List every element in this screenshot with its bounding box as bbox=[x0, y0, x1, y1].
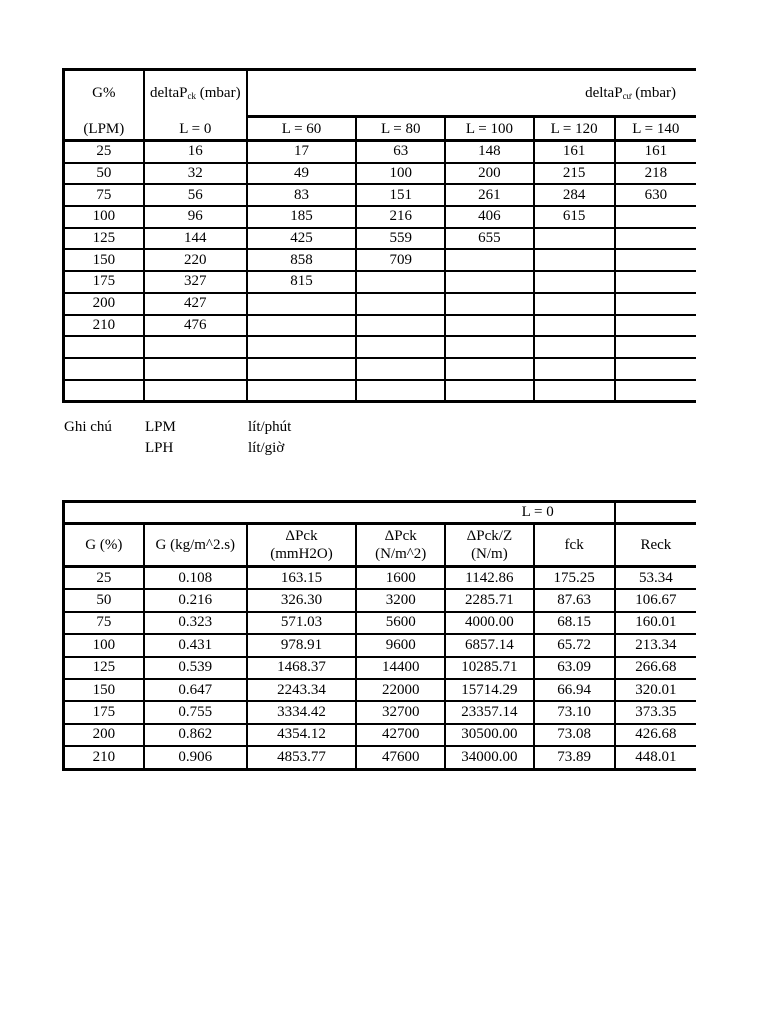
note-meaning-lph: lít/giờ bbox=[248, 440, 285, 456]
table-cell: 655 bbox=[445, 228, 533, 250]
table-cell: 200 bbox=[64, 724, 144, 746]
table-row bbox=[64, 724, 697, 746]
table-cell: 144 bbox=[144, 228, 247, 250]
table-cell: 630 bbox=[615, 184, 696, 206]
column-header-line: (mmH2O) bbox=[270, 546, 333, 562]
column-header bbox=[64, 524, 144, 567]
l-value-header: L = 100 bbox=[445, 117, 533, 141]
table-cell: 0.755 bbox=[144, 701, 247, 723]
table-cell: 3334.42 bbox=[247, 701, 356, 723]
table-cell: 0.906 bbox=[144, 746, 247, 769]
table-cell: 125 bbox=[64, 228, 144, 250]
delta-p-ck-subscript: ck bbox=[187, 91, 196, 102]
table-cell: 373.35 bbox=[615, 701, 696, 723]
table-cell: 261 bbox=[445, 184, 533, 206]
l-value-header: L = 60 bbox=[247, 117, 356, 141]
table-cell bbox=[445, 336, 533, 358]
friction-results-table bbox=[62, 500, 696, 771]
table2-title-row bbox=[64, 502, 697, 524]
note-abbr-lpm: LPM bbox=[145, 419, 176, 435]
table-cell: 32 bbox=[144, 163, 247, 185]
pressure-drop-table bbox=[62, 68, 696, 403]
table-cell: 25 bbox=[64, 141, 144, 163]
table-cell bbox=[615, 228, 696, 250]
table-cell bbox=[445, 271, 533, 293]
table-cell bbox=[144, 358, 247, 380]
table-cell: 96 bbox=[144, 206, 247, 228]
column-header-line: G (%) bbox=[85, 537, 123, 553]
delta-p-ck-unit: (mbar) bbox=[196, 85, 241, 102]
table-cell: 100 bbox=[64, 206, 144, 228]
table-row bbox=[64, 315, 697, 337]
table1-header-row-1 bbox=[64, 70, 697, 117]
table-cell bbox=[615, 358, 696, 380]
table-cell: 106.67 bbox=[615, 589, 696, 611]
table-cell: 56 bbox=[144, 184, 247, 206]
table-cell: 34000.00 bbox=[445, 746, 533, 769]
table-cell: 73.89 bbox=[534, 746, 615, 769]
table-cell: 327 bbox=[144, 271, 247, 293]
table-cell bbox=[534, 380, 615, 402]
table-cell: 175.25 bbox=[534, 567, 615, 590]
column-header-line: ΔPck/Z bbox=[466, 528, 513, 544]
delta-p-cu-subscript: cư bbox=[622, 90, 632, 101]
table-cell: 15714.29 bbox=[445, 679, 533, 701]
table-cell: 1468.37 bbox=[247, 657, 356, 679]
table-cell: 17 bbox=[247, 141, 356, 163]
table-cell bbox=[445, 380, 533, 402]
table-cell: 1142.86 bbox=[445, 567, 533, 590]
column-header-line: G (kg/m^2.s) bbox=[155, 537, 236, 553]
table-cell: 615 bbox=[534, 206, 615, 228]
table-cell: 4354.12 bbox=[247, 724, 356, 746]
table-cell: 6857.14 bbox=[445, 634, 533, 656]
l-value-header: L = 140 bbox=[615, 117, 696, 141]
table-cell bbox=[534, 293, 615, 315]
table-cell: 10285.71 bbox=[445, 657, 533, 679]
table-cell: 5600 bbox=[356, 612, 445, 634]
table-cell: 9600 bbox=[356, 634, 445, 656]
table-row bbox=[64, 634, 697, 656]
table-cell: 284 bbox=[534, 184, 615, 206]
table-cell: 210 bbox=[64, 746, 144, 769]
table-cell bbox=[356, 315, 445, 337]
table-cell bbox=[356, 293, 445, 315]
table-cell: 30500.00 bbox=[445, 724, 533, 746]
table-cell: 148 bbox=[445, 141, 533, 163]
table-cell: 185 bbox=[247, 206, 356, 228]
table-row bbox=[64, 163, 697, 185]
table-cell bbox=[247, 315, 356, 337]
table-cell: 266.68 bbox=[615, 657, 696, 679]
table-cell: 25 bbox=[64, 567, 144, 590]
table-row bbox=[64, 589, 697, 611]
table-row bbox=[64, 249, 697, 271]
table-cell: 23357.14 bbox=[445, 701, 533, 723]
table-cell: 125 bbox=[64, 657, 144, 679]
table-cell bbox=[356, 358, 445, 380]
table-cell: 476 bbox=[144, 315, 247, 337]
table-cell: 326.30 bbox=[247, 589, 356, 611]
table-row bbox=[64, 679, 697, 701]
table-cell: 63 bbox=[356, 141, 445, 163]
table-row bbox=[64, 271, 697, 293]
table-cell: 49 bbox=[247, 163, 356, 185]
table-cell: 0.862 bbox=[144, 724, 247, 746]
table-cell: 0.431 bbox=[144, 634, 247, 656]
table-cell: 160.01 bbox=[615, 612, 696, 634]
table-row bbox=[64, 184, 697, 206]
table-cell bbox=[445, 315, 533, 337]
table-cell: 100 bbox=[356, 163, 445, 185]
table-cell: 559 bbox=[356, 228, 445, 250]
table-row bbox=[64, 358, 697, 380]
table-cell: 426.68 bbox=[615, 724, 696, 746]
table-cell bbox=[64, 336, 144, 358]
table-cell: 978.91 bbox=[247, 634, 356, 656]
column-header bbox=[615, 524, 696, 567]
column-header bbox=[144, 524, 247, 567]
table-cell bbox=[445, 358, 533, 380]
table-cell: 1600 bbox=[356, 567, 445, 590]
table-row bbox=[64, 293, 697, 315]
delta-p-ck-header bbox=[144, 70, 247, 117]
table-cell: 0.216 bbox=[144, 589, 247, 611]
table-cell: 425 bbox=[247, 228, 356, 250]
table-cell bbox=[247, 358, 356, 380]
table-cell: 175 bbox=[64, 701, 144, 723]
table-cell: 0.108 bbox=[144, 567, 247, 590]
table-cell bbox=[534, 228, 615, 250]
table-cell: 14400 bbox=[356, 657, 445, 679]
table-row bbox=[64, 228, 697, 250]
table-cell: 2243.34 bbox=[247, 679, 356, 701]
table-cell bbox=[615, 293, 696, 315]
table-cell: 75 bbox=[64, 184, 144, 206]
table-cell bbox=[534, 249, 615, 271]
table-row bbox=[64, 206, 697, 228]
table-cell: 16 bbox=[144, 141, 247, 163]
table-cell: 63.09 bbox=[534, 657, 615, 679]
table-row bbox=[64, 336, 697, 358]
table-cell: 65.72 bbox=[534, 634, 615, 656]
table-row bbox=[64, 380, 697, 402]
table-cell: 4000.00 bbox=[445, 612, 533, 634]
column-header bbox=[356, 524, 445, 567]
pressure-drop-table-body bbox=[64, 70, 697, 402]
table-row bbox=[64, 657, 697, 679]
note-abbr-lph: LPH bbox=[145, 440, 174, 456]
table-row bbox=[64, 567, 697, 590]
table-cell: 73.10 bbox=[534, 701, 615, 723]
table-cell: 815 bbox=[247, 271, 356, 293]
table-cell bbox=[615, 315, 696, 337]
table-cell: 215 bbox=[534, 163, 615, 185]
table-cell: 213.34 bbox=[615, 634, 696, 656]
l-value-header: L = 0 bbox=[144, 117, 247, 141]
table-cell bbox=[247, 336, 356, 358]
table-cell bbox=[64, 380, 144, 402]
table-cell: 427 bbox=[144, 293, 247, 315]
table-cell: 68.15 bbox=[534, 612, 615, 634]
table1-header-row-2 bbox=[64, 117, 697, 141]
table-cell: 571.03 bbox=[247, 612, 356, 634]
table-cell: 406 bbox=[445, 206, 533, 228]
table-cell: 150 bbox=[64, 679, 144, 701]
table-cell: 50 bbox=[64, 589, 144, 611]
friction-results-table-body bbox=[64, 502, 697, 770]
table-cell: 4853.77 bbox=[247, 746, 356, 769]
table-cell: 163.15 bbox=[247, 567, 356, 590]
table-cell: 22000 bbox=[356, 679, 445, 701]
column-header bbox=[445, 524, 533, 567]
table-cell: 32700 bbox=[356, 701, 445, 723]
table-cell: 220 bbox=[144, 249, 247, 271]
table-cell bbox=[445, 249, 533, 271]
table-cell: 0.323 bbox=[144, 612, 247, 634]
column-header bbox=[534, 524, 615, 567]
g-percent-header: G% bbox=[64, 70, 144, 117]
table-cell bbox=[615, 271, 696, 293]
table-cell: 2285.71 bbox=[445, 589, 533, 611]
table-cell: 53.34 bbox=[615, 567, 696, 590]
delta-p-ck-prefix: deltaP bbox=[150, 85, 188, 102]
table-cell bbox=[615, 336, 696, 358]
table-cell bbox=[615, 380, 696, 402]
l-value-header: L = 120 bbox=[534, 117, 615, 141]
table-cell: 100 bbox=[64, 634, 144, 656]
table-cell bbox=[615, 206, 696, 228]
table-cell bbox=[534, 358, 615, 380]
table-cell: 87.63 bbox=[534, 589, 615, 611]
table-cell bbox=[356, 336, 445, 358]
table-row bbox=[64, 141, 697, 163]
table-cell: 161 bbox=[615, 141, 696, 163]
table-cell: 161 bbox=[534, 141, 615, 163]
table-cell: 0.647 bbox=[144, 679, 247, 701]
table-row bbox=[64, 612, 697, 634]
table-cell: 858 bbox=[247, 249, 356, 271]
notes-label: Ghi chú bbox=[64, 419, 112, 435]
table-cell bbox=[445, 293, 533, 315]
table-cell: 218 bbox=[615, 163, 696, 185]
delta-p-cu-prefix: deltaP bbox=[585, 84, 623, 101]
table2-header-row bbox=[64, 524, 697, 567]
column-header-line: (N/m) bbox=[471, 546, 508, 562]
table-cell: 200 bbox=[64, 293, 144, 315]
table-cell: 42700 bbox=[356, 724, 445, 746]
column-header-line: ΔPck bbox=[285, 528, 318, 544]
table-cell bbox=[247, 293, 356, 315]
column-header-line: ΔPck bbox=[384, 528, 417, 544]
table-cell: 709 bbox=[356, 249, 445, 271]
table-cell bbox=[144, 380, 247, 402]
table-cell bbox=[356, 380, 445, 402]
column-header bbox=[247, 524, 356, 567]
table-cell bbox=[144, 336, 247, 358]
table-cell: 175 bbox=[64, 271, 144, 293]
table-cell: 320.01 bbox=[615, 679, 696, 701]
table-cell: 151 bbox=[356, 184, 445, 206]
table-cell bbox=[534, 271, 615, 293]
table-cell bbox=[356, 271, 445, 293]
l-value-header: L = 80 bbox=[356, 117, 445, 141]
note-meaning-lpm: lít/phút bbox=[248, 419, 292, 435]
table-row bbox=[64, 746, 697, 769]
table-cell: 150 bbox=[64, 249, 144, 271]
table-cell: 47600 bbox=[356, 746, 445, 769]
table-cell: 75 bbox=[64, 612, 144, 634]
table2-title-filler bbox=[615, 502, 696, 524]
table-cell: 210 bbox=[64, 315, 144, 337]
table-cell: 200 bbox=[445, 163, 533, 185]
table-cell bbox=[247, 380, 356, 402]
table-cell bbox=[64, 358, 144, 380]
table-cell: 0.539 bbox=[144, 657, 247, 679]
table-cell: 3200 bbox=[356, 589, 445, 611]
table-cell: 83 bbox=[247, 184, 356, 206]
delta-p-cu-unit: (mbar) bbox=[631, 84, 676, 101]
column-header-line: Reck bbox=[640, 537, 672, 553]
table-row bbox=[64, 701, 697, 723]
table-cell: 216 bbox=[356, 206, 445, 228]
delta-p-cu-header bbox=[247, 70, 696, 117]
table-cell bbox=[534, 315, 615, 337]
table-cell bbox=[534, 336, 615, 358]
table-cell: 73.08 bbox=[534, 724, 615, 746]
table-cell: 66.94 bbox=[534, 679, 615, 701]
g-unit-header: (LPM) bbox=[64, 117, 144, 141]
column-header-line: fck bbox=[564, 537, 584, 553]
table-cell: 448.01 bbox=[615, 746, 696, 769]
table-cell: 50 bbox=[64, 163, 144, 185]
table2-title: L = 0 bbox=[64, 502, 615, 524]
column-header-line: (N/m^2) bbox=[375, 546, 427, 562]
table-cell bbox=[615, 249, 696, 271]
